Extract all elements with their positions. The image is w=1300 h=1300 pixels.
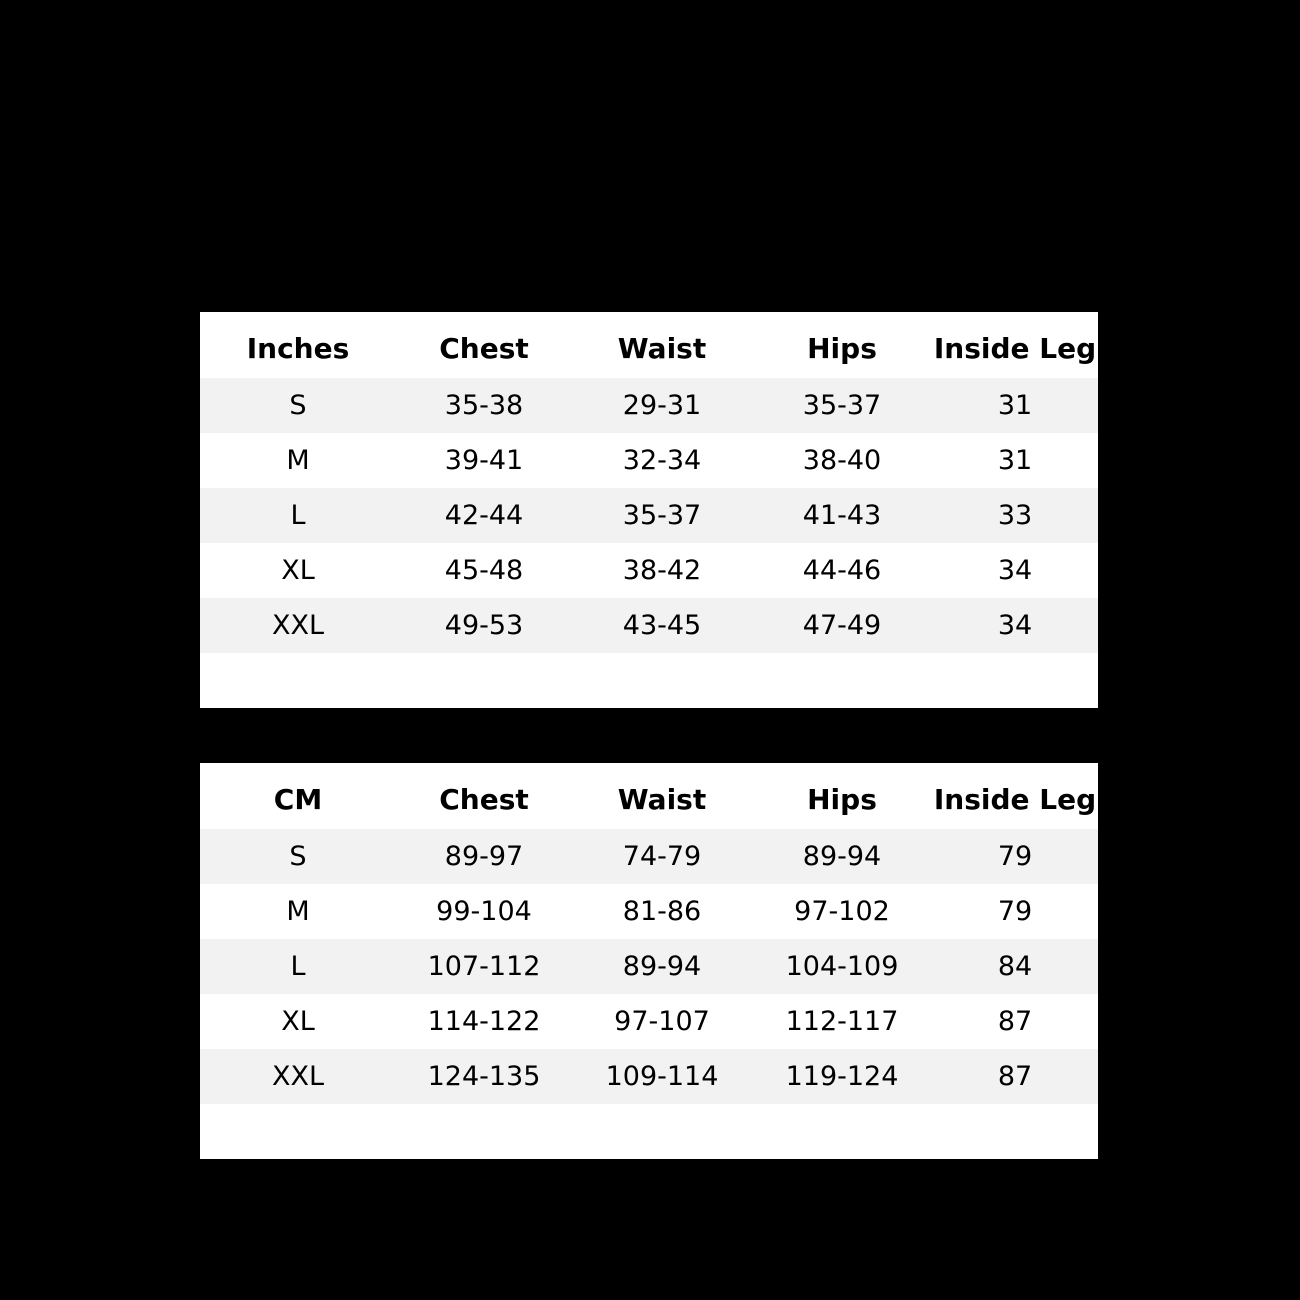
cell-inside-leg: 79 — [932, 884, 1098, 939]
cell-waist: 81-86 — [572, 884, 752, 939]
column-header-waist: Waist — [572, 312, 752, 378]
cell-inside-leg: 34 — [932, 598, 1098, 653]
table-header-cm — [200, 763, 1098, 829]
cell-waist: 29-31 — [572, 378, 752, 433]
cell-hips: 38-40 — [752, 433, 932, 488]
table-row — [200, 829, 1098, 884]
table-row — [200, 939, 1098, 994]
column-header-hips: Hips — [752, 763, 932, 829]
cell-hips: 104-109 — [752, 939, 932, 994]
cell-inside-leg: 33 — [932, 488, 1098, 543]
cell-chest: 114-122 — [396, 994, 572, 1049]
cell-size: XL — [200, 543, 396, 598]
cell-size: L — [200, 939, 396, 994]
table-row — [200, 378, 1098, 433]
column-header-chest: Chest — [396, 312, 572, 378]
cell-chest: 124-135 — [396, 1049, 572, 1104]
cell-hips: 47-49 — [752, 598, 932, 653]
table-footer-spacer — [200, 653, 1098, 708]
table-row — [200, 884, 1098, 939]
cell-waist: 38-42 — [572, 543, 752, 598]
table-footer-spacer — [200, 1104, 1098, 1159]
cell-size: M — [200, 884, 396, 939]
table-header-inches — [200, 312, 1098, 378]
cell-hips: 41-43 — [752, 488, 932, 543]
cell-waist: 97-107 — [572, 994, 752, 1049]
cell-chest: 45-48 — [396, 543, 572, 598]
cell-hips: 97-102 — [752, 884, 932, 939]
size-table-inches-card — [200, 312, 1098, 708]
table-row — [200, 994, 1098, 1049]
cell-inside-leg: 84 — [932, 939, 1098, 994]
cell-size: XXL — [200, 598, 396, 653]
size-table-inches — [200, 312, 1098, 708]
column-header-waist: Waist — [572, 763, 752, 829]
table-row — [200, 598, 1098, 653]
cell-waist: 74-79 — [572, 829, 752, 884]
cell-size: XL — [200, 994, 396, 1049]
table-row — [200, 433, 1098, 488]
size-table-cm — [200, 763, 1098, 1159]
table-body-inches — [200, 378, 1098, 708]
header-row — [200, 312, 1098, 378]
cell-waist: 109-114 — [572, 1049, 752, 1104]
cell-size: S — [200, 829, 396, 884]
cell-waist: 43-45 — [572, 598, 752, 653]
table-row — [200, 1049, 1098, 1104]
table-row — [200, 488, 1098, 543]
cell-hips: 112-117 — [752, 994, 932, 1049]
cell-waist: 32-34 — [572, 433, 752, 488]
cell-hips: 44-46 — [752, 543, 932, 598]
cell-hips: 119-124 — [752, 1049, 932, 1104]
cell-chest: 35-38 — [396, 378, 572, 433]
cell-inside-leg: 31 — [932, 378, 1098, 433]
cell-hips: 35-37 — [752, 378, 932, 433]
cell-inside-leg: 34 — [932, 543, 1098, 598]
cell-chest: 89-97 — [396, 829, 572, 884]
cell-size: L — [200, 488, 396, 543]
cell-size: S — [200, 378, 396, 433]
cell-chest: 39-41 — [396, 433, 572, 488]
cell-size: M — [200, 433, 396, 488]
column-header-inside-leg: Inside Leg — [932, 312, 1098, 378]
cell-chest: 49-53 — [396, 598, 572, 653]
size-table-cm-card — [200, 763, 1098, 1159]
column-header-size: Inches — [200, 312, 396, 378]
cell-inside-leg: 87 — [932, 1049, 1098, 1104]
cell-inside-leg: 31 — [932, 433, 1098, 488]
cell-size: XXL — [200, 1049, 396, 1104]
cell-waist: 35-37 — [572, 488, 752, 543]
cell-chest: 107-112 — [396, 939, 572, 994]
table-body-cm — [200, 829, 1098, 1159]
cell-inside-leg: 87 — [932, 994, 1098, 1049]
cell-chest: 99-104 — [396, 884, 572, 939]
header-row — [200, 763, 1098, 829]
cell-chest: 42-44 — [396, 488, 572, 543]
column-header-chest: Chest — [396, 763, 572, 829]
cell-hips: 89-94 — [752, 829, 932, 884]
table-row — [200, 543, 1098, 598]
column-header-hips: Hips — [752, 312, 932, 378]
column-header-size: CM — [200, 763, 396, 829]
cell-inside-leg: 79 — [932, 829, 1098, 884]
cell-waist: 89-94 — [572, 939, 752, 994]
column-header-inside-leg: Inside Leg — [932, 763, 1098, 829]
